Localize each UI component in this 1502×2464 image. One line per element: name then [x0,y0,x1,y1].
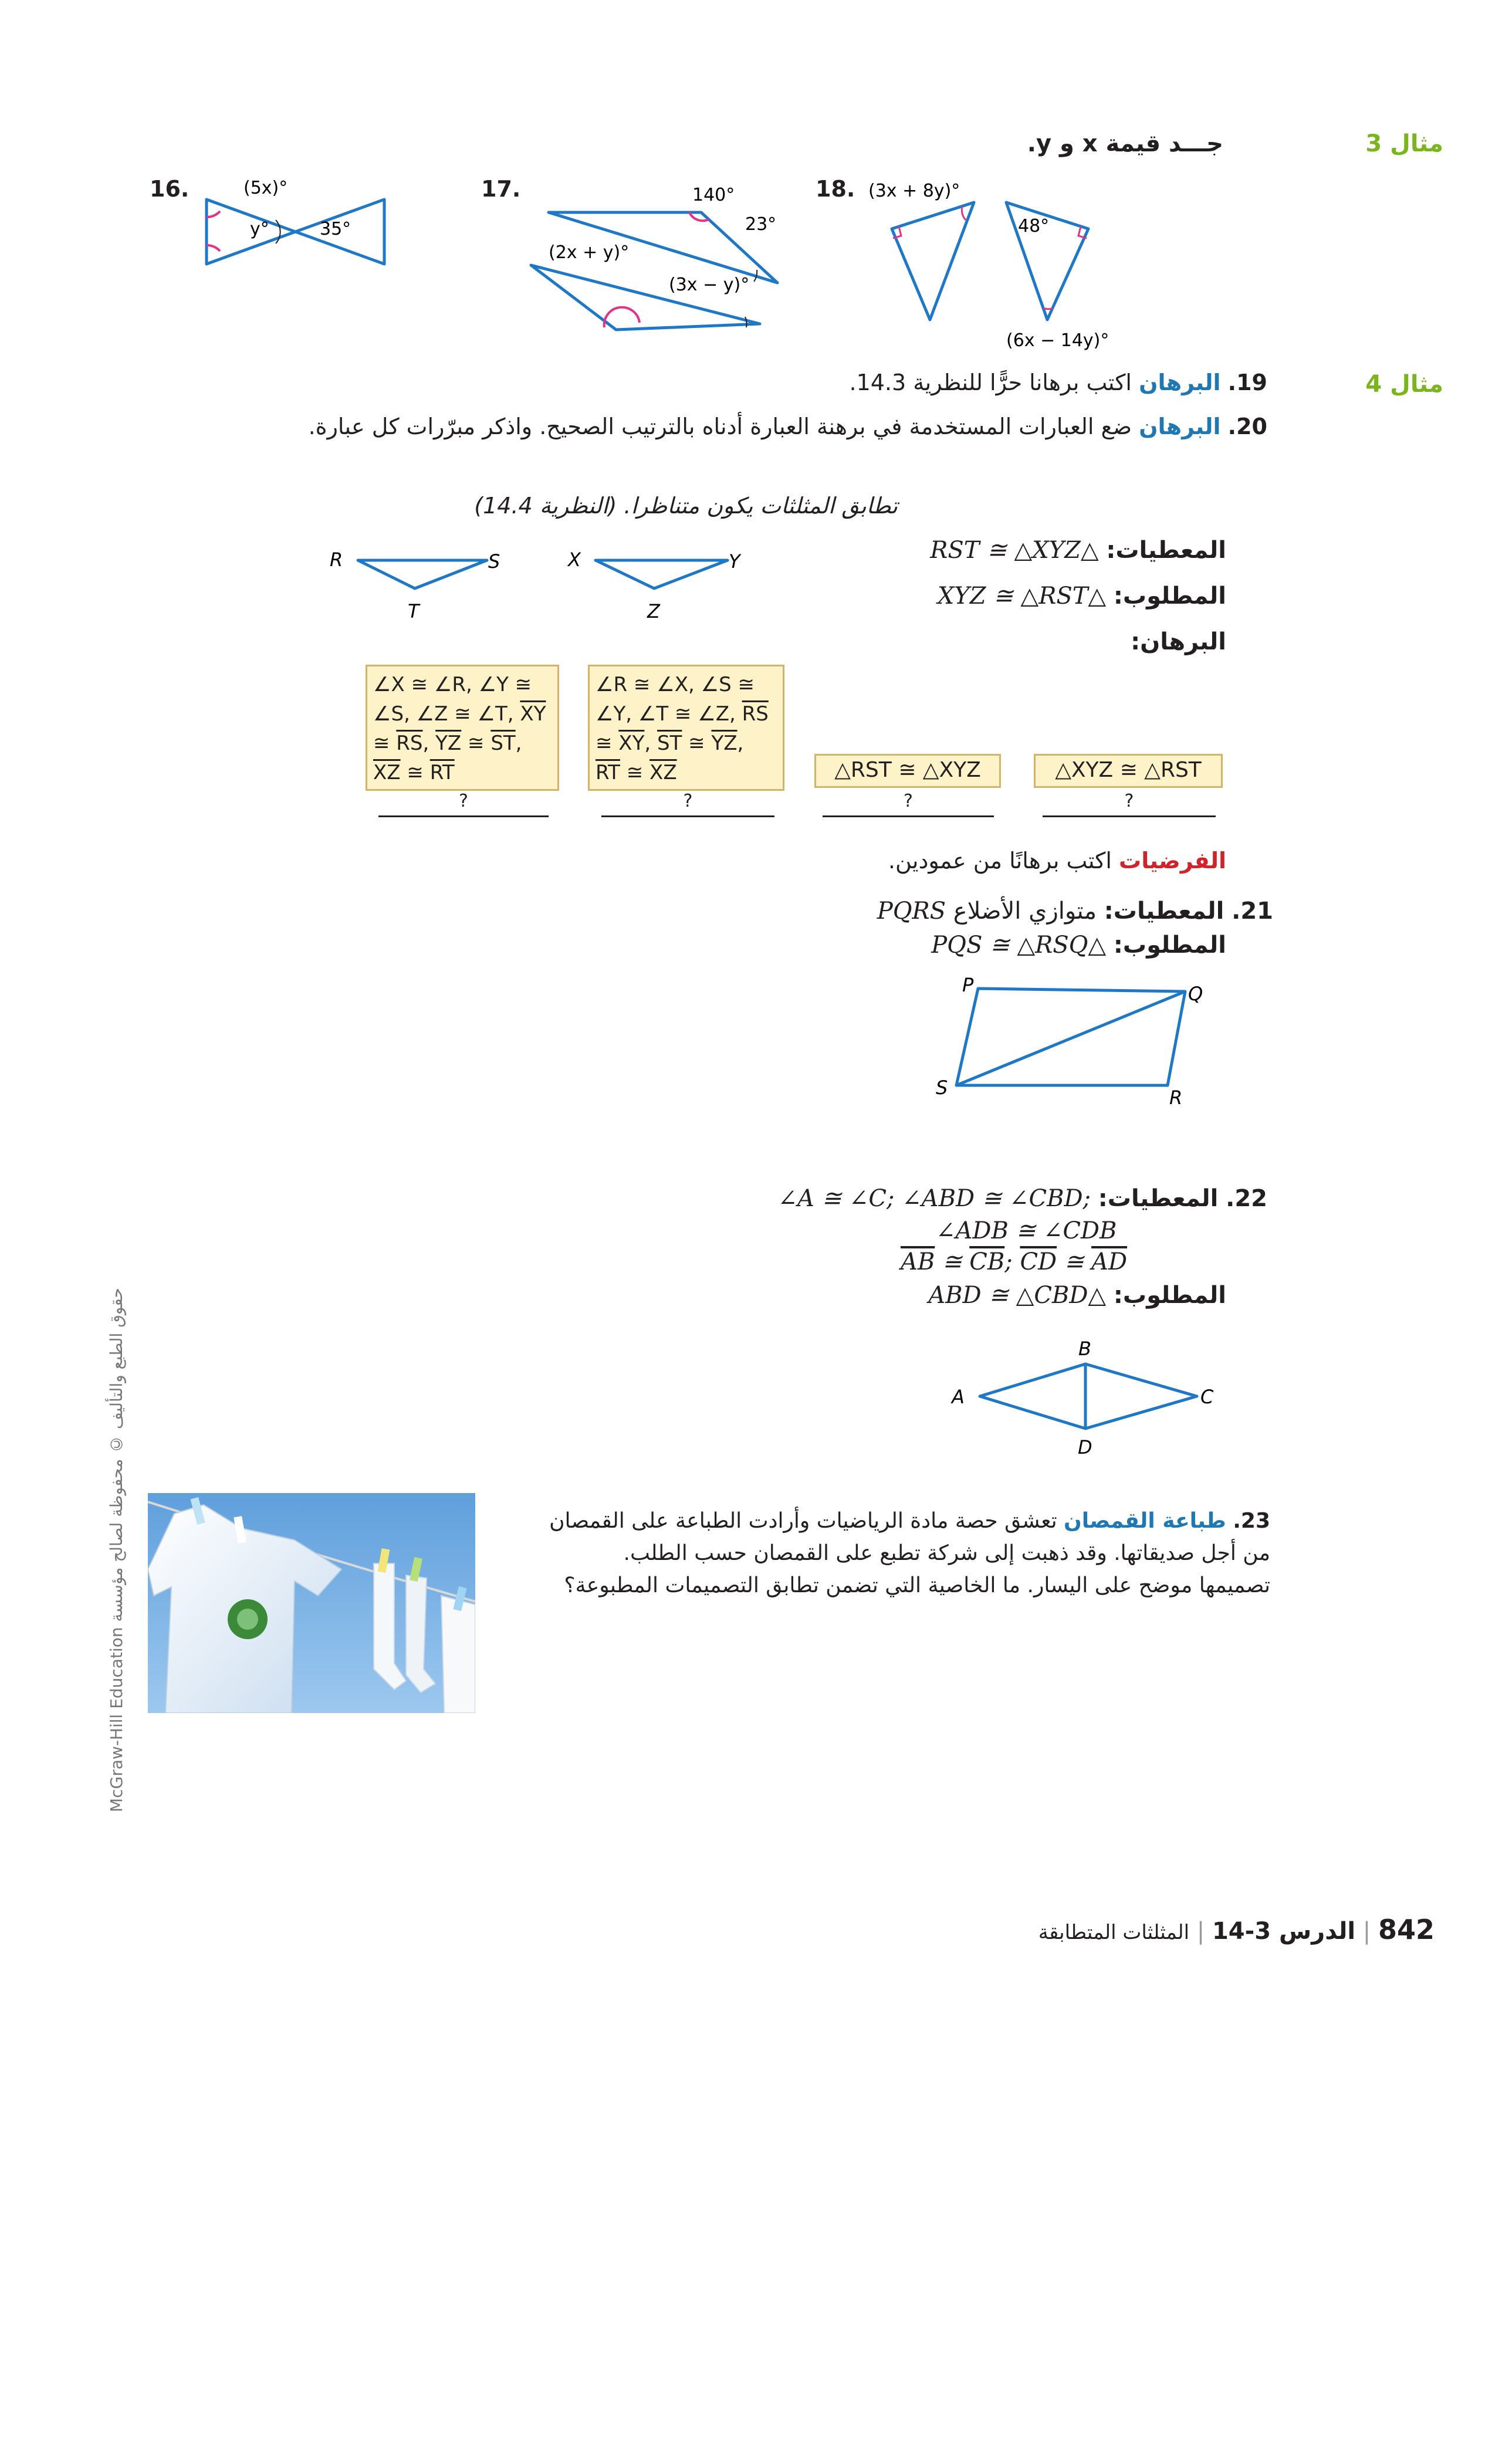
vertex-B: B [1078,1338,1091,1360]
vertex-C: C [1200,1386,1214,1408]
vertex-Z: Z [647,600,660,622]
problem-23-keyword: طباعة القمصان [1064,1509,1226,1533]
example-4-label: مثال 4 [1365,371,1443,398]
label-3x-plus-8y: (3x + 8y)° [868,181,960,201]
vertex-R: R [330,549,343,571]
problem-17-figure [522,176,792,346]
p20-given-row [698,537,1226,564]
problem-23-line-1 [390,1505,1270,1537]
p20-prove-row [698,583,1226,610]
answer-line-1[interactable] [378,815,549,817]
problem-21-prove-row [581,932,1226,959]
problem-23 [390,1505,1270,1602]
problem-21-given-text: متوازي الأضلاع [953,898,1097,925]
problem-19-keyword: البرهان [1139,370,1221,395]
answer-q-2: ? [683,791,693,811]
answer-line-3[interactable] [823,815,994,817]
vertex-T: T [408,600,420,622]
proof-box-2 [588,665,784,791]
problem-20-number: 20. [1227,414,1267,439]
problem-22-given-row [446,1185,1267,1212]
problem-22-given-1: ∠A ≅ ∠C; ∠ABD ≅ ∠CBD; [777,1185,1091,1212]
hypotheses-keyword: الفرضيات [1119,848,1226,874]
box2-line4: $\overline{RT}$ ≅ $\overline{XZ}$ [596,761,677,784]
hypotheses-text: اكتب برهانًا من عمودين. [888,848,1112,874]
problem-20 [211,414,1267,439]
answer-line-2[interactable] [601,815,774,817]
copyright-credit-text: حقوق الطبع والتأليف © محفوظة لصالح مؤسسة McGraw-Hill Education [107,1288,126,1812]
label-3x-minus-y: (3x − y)° [669,275,750,295]
problem-19-text: اكتب برهانا حرًّا للنظرية 14.3. [849,370,1132,395]
problem-19-number: 19. [1227,370,1267,395]
proof-box-1 [366,665,559,791]
label-140: 140° [692,185,735,205]
p20-prove: △XYZ ≅ △RST [937,583,1107,610]
label-48: 48° [1018,216,1050,236]
box1-line4: $\overline{XZ}$ ≅ $\overline{RT}$ [373,761,455,784]
footer-title: المثلثات المتطابقة [1038,1921,1190,1944]
box1-line1: ∠X ≅ ∠R, ∠Y ≅ [373,673,532,696]
box2-line3: ≅ $\overline{XY}$, $\overline{ST}$ ≅ $\overline{YZ}$, [596,732,744,755]
problem-22-number: 22. [1226,1185,1267,1212]
problem-22-given-3: $\overline{AB}$ ≅ $\overline{CB}$; $\overline{CD}$ ≅ $\overline{AD}$ [901,1248,1128,1275]
problem-21-given-row [569,898,1273,925]
label-35: 35° [320,219,351,239]
answer-q-3: ? [904,791,913,811]
footer [730,1914,1435,1945]
p20-prove-label: المطلوب: [1113,583,1226,610]
footer-separator-2: | [1196,1918,1205,1945]
find-title: جـــد قيمة x و y. [1027,130,1223,157]
box1-line2: ∠S, ∠Z ≅ ∠T, $\overline{XY}$ [373,702,546,726]
problem-21-given-label: المعطيات: [1104,898,1224,925]
answer-q-1: ? [459,791,468,811]
problem-18-number: 18. [816,176,855,202]
problem-22-prove: △ABD ≅ △CBD [928,1282,1107,1309]
box2-line1: ∠R ≅ ∠X, ∠S ≅ [596,673,755,696]
problem-23-line-2: من أجل صديقاتها. وقد ذهبت إلى شركة تطبع على القمصان حسب الطلب. [623,1541,1270,1565]
problem-18-figure [862,170,1126,364]
problem-21-given-var: PQRS [877,898,946,925]
problem-16-figure [194,176,411,276]
vertex-Y: Y [729,550,740,573]
problem-16-number: 16. [150,176,190,202]
problem-22-prove-label: المطلوب: [1113,1282,1226,1309]
problem-22-given-2: ∠ADB ≅ ∠CDB [936,1217,1117,1244]
theorem-statement [370,493,898,519]
p20-given: △RST ≅ △XYZ [930,537,1099,564]
problem-17-number: 17. [481,176,521,202]
problem-23-text-1: تعشق حصة مادة الرياضيات وأرادت الطباعة على القمصان [549,1509,1057,1533]
vertex-D: D [1078,1436,1092,1458]
label-y: y° [250,219,269,239]
p20-proof-label: البرهان: [1131,628,1226,655]
vertex-A: A [952,1386,965,1408]
answer-line-4[interactable] [1043,815,1216,817]
proof-box-4: △XYZ ≅ △RST [1034,754,1223,788]
problem-22-prove-row [581,1282,1226,1309]
label-5x: (5x)° [243,178,288,198]
problem-20-keyword: البرهان [1139,414,1221,439]
hypotheses-row [522,848,1226,874]
vertex-X: X [568,549,581,571]
box2-line2: ∠Y, ∠T ≅ ∠Z, $\overline{RS}$ [596,702,769,726]
problem-21-number: 21. [1232,898,1273,925]
vertex-S-21: S [936,1077,948,1099]
example-3-label: مثال 3 [1365,130,1443,157]
vertex-P: P [962,974,974,996]
footer-page-number: 842 [1378,1914,1435,1945]
problem-20-text: ضع العبارات المستخدمة في برهنة العبارة أدناه بالترتيب الصحيح. واذكر مبرّرات كل عبارة. [308,414,1132,439]
theorem-text: تطابق المثلثات يكون متناظرا. [624,493,898,519]
problem-21-prove-label: المطلوب: [1113,932,1226,959]
problem-22-kite [939,1332,1232,1461]
copyright-credit [120,1877,144,2464]
problem-19 [387,370,1267,395]
box1-line3: ≅ $\overline{RS}$, $\overline{YZ}$ ≅ $\overline{ST}$, [373,732,522,755]
problem-23-number: 23. [1233,1509,1270,1533]
footer-separator: | [1362,1918,1371,1945]
tshirt-clothesline-photo [148,1493,475,1713]
problem-22-given-label: المعطيات: [1098,1185,1219,1212]
label-6x-minus-14y: (6x − 14y)° [1006,330,1109,351]
vertex-R-21: R [1169,1087,1183,1109]
p20-triangles-figure [323,543,757,625]
theorem-ref: (النظرية 14.4) [474,493,617,519]
problem-23-line-3: تصميمها موضح على اليسار. ما الخاصية التي تضمن تطابق التصميمات المطبوعة؟ [564,1573,1270,1597]
vertex-Q: Q [1188,983,1203,1005]
vertex-S: S [488,550,500,573]
proof-box-3: △RST ≅ △XYZ [814,754,1001,788]
problem-21-prove: △PQS ≅ △RSQ [931,932,1107,959]
label-2x-plus-y: (2x + y)° [549,242,630,263]
label-23: 23° [745,214,777,235]
answer-q-4: ? [1124,791,1134,811]
problem-21-parallelogram [927,974,1203,1109]
footer-lesson: الدرس 3-14 [1212,1918,1356,1945]
p20-given-label: المعطيات: [1106,537,1226,564]
